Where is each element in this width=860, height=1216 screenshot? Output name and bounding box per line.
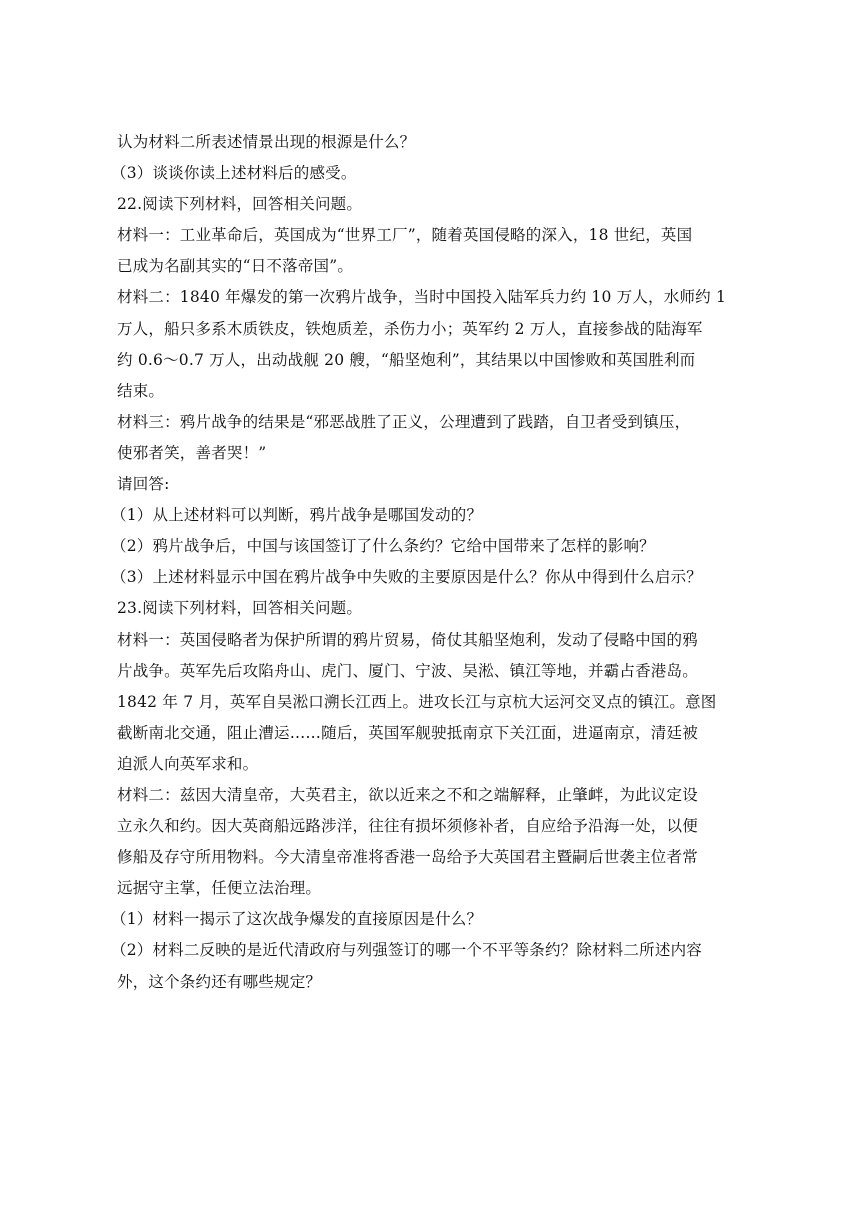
text-line: 已成为名副其实的“日不落帝国”。 — [117, 257, 354, 276]
text-line: 请回答: — [117, 475, 170, 494]
text-line: 材料二：1840 年爆发的第一次鸦片战争，当时中国投入陆军兵力约 10 万人，水师约 1 — [117, 288, 727, 307]
question-line: （2）鸦片战争后，中国与该国签订了什么条约？它给中国带来了怎样的影响？ — [111, 537, 655, 556]
question-line: （3）谈谈你读上述材料后的感受。 — [111, 164, 357, 183]
text-line: 万人，船只多系木质铁皮，铁炮质差，杀伤力小；英军约 2 万人，直接参战的陆海军 — [117, 319, 703, 338]
question-line: （1）材料一揭示了这次战争爆发的直接原因是什么？ — [111, 910, 483, 929]
text-line: 材料一：英国侵略者为保护所谓的鸦片贸易，倚仗其船坚炮利，发动了侵略中国的鸦 — [117, 630, 698, 649]
text-line: 截断南北交通，阻止漕运……随后，英国军舰驶抵南京下关江面，进逼南京，清廷被 — [117, 723, 698, 742]
text-line: 使邪者笑，善者哭！” — [117, 443, 267, 462]
text-line: 1842 年 7 月，英军自吴淞口溯长江西上。进攻长江与京杭大运河交叉点的镇江。意图 — [117, 692, 717, 711]
text-line: 认为材料二所表述情景出现的根源是什么？ — [117, 133, 416, 151]
text-line: 片战争。英军先后攻陷舟山、虎门、厦门、宁波、吴淞、镇江等地，并霸占香港岛。 — [117, 661, 698, 680]
document-body — [111, 127, 757, 998]
question-heading: 22.阅读下列材料，回答相关问题。 — [117, 195, 363, 214]
text-line: 材料二：兹因大清皇帝，大英君主，欲以近来之不和之端解释，止肇衅，为此议定设 — [117, 785, 698, 804]
question-line: （1）从上述材料可以判断，鸦片战争是哪国发动的？ — [111, 506, 483, 525]
text-line: 材料一：工业革命后，英国成为“世界工厂”，随着英国侵略的深入，18 世纪，英国 — [117, 226, 693, 245]
text-line: 远据守主掌，任便立法治理。 — [117, 879, 322, 898]
text-line: 外，这个条约还有哪些规定？ — [117, 972, 322, 991]
text-line: 迫派人向英军求和。 — [117, 754, 259, 773]
question-heading: 23.阅读下列材料，回答相关问题。 — [117, 599, 363, 618]
text-line: 立永久和约。因大英商船远路涉洋，往往有损坏须修补者，自应给予沿海一处，以便 — [117, 817, 698, 836]
question-line: （2）材料二反映的是近代清政府与列强签订的哪一个不平等条约？除材料二所述内容 — [111, 941, 702, 960]
text-line: 材料三：鸦片战争的结果是“邪恶战胜了正义，公理遭到了践踏，自卫者受到镇压， — [117, 412, 691, 431]
text-line: 结束。 — [117, 381, 165, 400]
text-line: 修船及存守所用物料。今大清皇帝准将香港一岛给予大英国君主暨嗣后世袭主位者常 — [117, 848, 698, 867]
text-line: 约 0.6～0.7 万人，出动战舰 20 艘，“船坚炮利”，其结果以中国惨败和英国胜利而 — [117, 350, 696, 369]
question-line: （3）上述材料显示中国在鸦片战争中失败的主要原因是什么？你从中得到什么启示？ — [111, 568, 702, 587]
